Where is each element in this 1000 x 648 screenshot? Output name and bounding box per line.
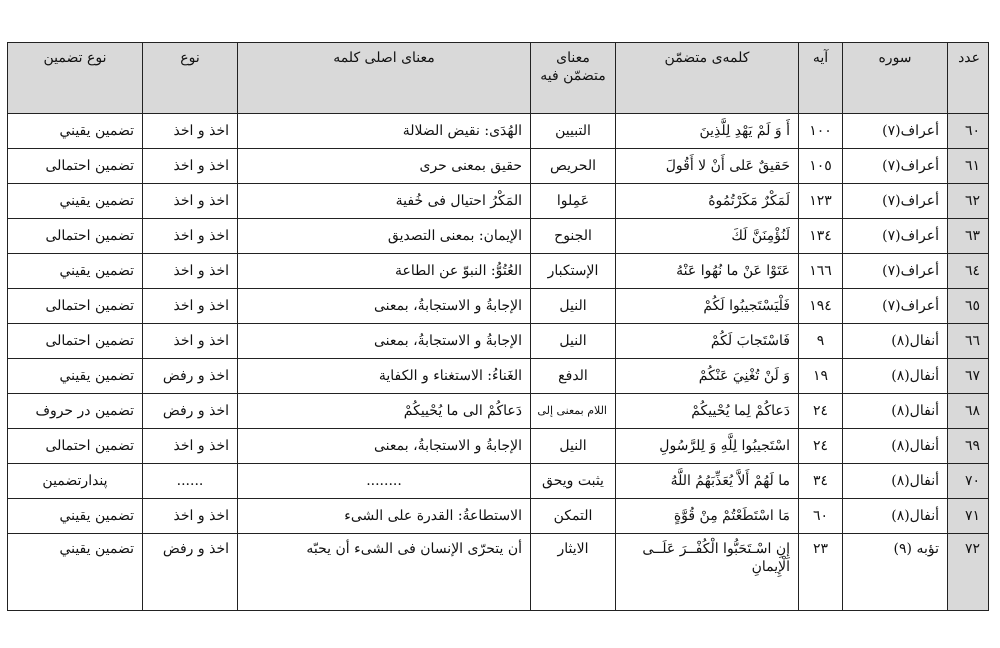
- cell-surah: أعراف(٧): [843, 289, 948, 324]
- cell-surah: أعراف(٧): [843, 184, 948, 219]
- cell-implication-type: تضمين يقيني: [8, 499, 143, 534]
- header-word: کلمه‌ی متضمّن: [616, 43, 799, 114]
- cell-ayah: ٢٤: [799, 394, 843, 429]
- cell-implied-meaning: عَمِلوا: [531, 184, 616, 219]
- cell-original-meaning: دَعاكُمْ الى ما يُحْييكُمْ: [238, 394, 531, 429]
- cell-implied-meaning: النيل: [531, 429, 616, 464]
- cell-number: ٦٠: [948, 114, 989, 149]
- cell-number: ٦٦: [948, 324, 989, 359]
- table-row: [8, 359, 989, 394]
- cell-surah: أعراف(٧): [843, 149, 948, 184]
- cell-implication-type: تضمين احتمالی: [8, 289, 143, 324]
- cell-type: اخذ و اخذ: [143, 289, 238, 324]
- cell-implied-meaning: الجنوح: [531, 219, 616, 254]
- cell-word: دَعاكُمْ لِما يُحْييكُمْ: [616, 394, 799, 429]
- cell-number: ٦١: [948, 149, 989, 184]
- cell-word: لَنُؤْمِنَنَّ لَكَ: [616, 219, 799, 254]
- table-header: [8, 43, 989, 114]
- table-row: [8, 394, 989, 429]
- table-row: [8, 324, 989, 359]
- cell-type: اخذ و رفض: [143, 359, 238, 394]
- table-row: [8, 219, 989, 254]
- header-original-meaning: معنای اصلی کلمه: [238, 43, 531, 114]
- cell-word: حَقيقٌ عَلى أَنْ لا أَقُولَ: [616, 149, 799, 184]
- cell-implication-type: تضمين احتمالی: [8, 219, 143, 254]
- cell-implication-type: تضمين احتمالی: [8, 324, 143, 359]
- table-row: [8, 464, 989, 499]
- implication-table: [7, 42, 989, 611]
- cell-original-meaning: الإجابةُ و الاستجابةُ، بمعنى: [238, 324, 531, 359]
- cell-implied-meaning: اللام بمعنى إلى: [531, 394, 616, 429]
- cell-ayah: ٢٤: [799, 429, 843, 464]
- cell-word: أَ وَ لَمْ يَهْدِ لِلَّذِينَ: [616, 114, 799, 149]
- cell-number: ٦٥: [948, 289, 989, 324]
- cell-implication-type: تضمين يقيني: [8, 114, 143, 149]
- header-type: نوع: [143, 43, 238, 114]
- cell-original-meaning: الإجابةُ و الاستجابةُ، بمعنى: [238, 289, 531, 324]
- cell-word: وَ لَنْ تُغْنِيَ عَنْكُمْ: [616, 359, 799, 394]
- cell-word: لَمَكْرٌ مَكَرْتُمُوهُ: [616, 184, 799, 219]
- cell-original-meaning: المَكْرُ احتيال فى خُفية: [238, 184, 531, 219]
- cell-implied-meaning: الايثار: [531, 534, 616, 611]
- cell-number: ٦٤: [948, 254, 989, 289]
- cell-word: عَتَوْا عَنْ ما نُهُوا عَنْهُ: [616, 254, 799, 289]
- cell-original-meaning: الاستطاعةُ: القدرة على الشىء: [238, 499, 531, 534]
- cell-implication-type: تضمين يقيني: [8, 359, 143, 394]
- cell-implied-meaning: النيل: [531, 289, 616, 324]
- cell-implied-meaning: الدفع: [531, 359, 616, 394]
- cell-number: ٧٢: [948, 534, 989, 611]
- cell-type: اخذ و اخذ: [143, 254, 238, 289]
- cell-implication-type: تضمين احتمالی: [8, 149, 143, 184]
- cell-number: ٦٢: [948, 184, 989, 219]
- cell-number: ٦٨: [948, 394, 989, 429]
- cell-implied-meaning: يثبت ويحق: [531, 464, 616, 499]
- cell-implication-type: تضمين يقيني: [8, 534, 143, 611]
- cell-original-meaning: الإجابةُ و الاستجابةُ، بمعنى: [238, 429, 531, 464]
- cell-implied-meaning: الإستكبار: [531, 254, 616, 289]
- cell-original-meaning: ........: [238, 464, 531, 499]
- cell-type: اخذ و اخذ: [143, 324, 238, 359]
- implication-table-container: [7, 42, 988, 611]
- table-row: [8, 254, 989, 289]
- cell-surah: أنفال(٨): [843, 429, 948, 464]
- cell-original-meaning: العُتُوُّ: النبوّ عن الطاعة: [238, 254, 531, 289]
- cell-original-meaning: الغَناءُ: الاستغناء و الكفاية: [238, 359, 531, 394]
- table-row: [8, 114, 989, 149]
- cell-implication-type: تضمين در حروف: [8, 394, 143, 429]
- cell-surah: أنفال(٨): [843, 464, 948, 499]
- cell-ayah: ١٠٥: [799, 149, 843, 184]
- cell-ayah: ١٣٤: [799, 219, 843, 254]
- cell-type: اخذ و اخذ: [143, 429, 238, 464]
- cell-number: ٧١: [948, 499, 989, 534]
- cell-original-meaning: حقيق بمعنى حرى: [238, 149, 531, 184]
- cell-ayah: ١٢٣: [799, 184, 843, 219]
- cell-type: اخذ و اخذ: [143, 219, 238, 254]
- cell-number: ٧٠: [948, 464, 989, 499]
- cell-word: اسْتَجيبُوا لِلَّهِ وَ لِلرَّسُولِ: [616, 429, 799, 464]
- header-implied-meaning: معنای متضمّن فیه: [531, 43, 616, 114]
- cell-number: ٦٧: [948, 359, 989, 394]
- cell-type: اخذ و اخذ: [143, 184, 238, 219]
- table-row: [8, 499, 989, 534]
- table-row: [8, 429, 989, 464]
- header-ayah: آیه: [799, 43, 843, 114]
- header-number: عدد: [948, 43, 989, 114]
- cell-implied-meaning: النيل: [531, 324, 616, 359]
- cell-implication-type: تضمين يقيني: [8, 254, 143, 289]
- cell-original-meaning: أن يتحرّى الإنسان فى الشىء أن يحبّه: [238, 534, 531, 611]
- cell-word: إِنِ اسْـتَحَبُّوا الْكُفْــرَ عَلَــى الْإِيمانِ: [616, 534, 799, 611]
- cell-surah: أعراف(٧): [843, 114, 948, 149]
- cell-ayah: ٢٣: [799, 534, 843, 611]
- cell-ayah: ٣٤: [799, 464, 843, 499]
- cell-implication-type: تضمين يقيني: [8, 184, 143, 219]
- header-row: [8, 43, 989, 114]
- cell-surah: أعراف(٧): [843, 219, 948, 254]
- table-row: [8, 289, 989, 324]
- cell-ayah: ١٦٦: [799, 254, 843, 289]
- cell-implication-type: پندارتضمین: [8, 464, 143, 499]
- cell-implied-meaning: التمكن: [531, 499, 616, 534]
- cell-type: اخذ و رفض: [143, 394, 238, 429]
- cell-surah: أعراف(٧): [843, 254, 948, 289]
- cell-ayah: ١٩٤: [799, 289, 843, 324]
- cell-ayah: ١٩: [799, 359, 843, 394]
- cell-surah: أنفال(٨): [843, 324, 948, 359]
- table-row: [8, 184, 989, 219]
- table-row: [8, 534, 989, 611]
- cell-implied-meaning: الحريص: [531, 149, 616, 184]
- cell-ayah: ٦٠: [799, 499, 843, 534]
- cell-surah: تؤبه (٩): [843, 534, 948, 611]
- cell-ayah: ٩: [799, 324, 843, 359]
- cell-word: ما لَهُمْ أَلاَّ يُعَذِّبَهُمُ اللَّهُ: [616, 464, 799, 499]
- cell-type: ......: [143, 464, 238, 499]
- cell-surah: أنفال(٨): [843, 394, 948, 429]
- header-surah: سوره: [843, 43, 948, 114]
- cell-type: اخذ و رفض: [143, 534, 238, 611]
- cell-number: ٦٩: [948, 429, 989, 464]
- cell-word: فَاسْتَجابَ لَكُمْ: [616, 324, 799, 359]
- cell-type: اخذ و اخذ: [143, 499, 238, 534]
- cell-number: ٦٣: [948, 219, 989, 254]
- cell-implied-meaning: التبيين: [531, 114, 616, 149]
- cell-surah: أنفال(٨): [843, 359, 948, 394]
- cell-word: فَلْيَسْتَجيبُوا لَكُمْ: [616, 289, 799, 324]
- cell-ayah: ١٠٠: [799, 114, 843, 149]
- table-body: [8, 114, 989, 611]
- header-implication-type: نوع تضمین: [8, 43, 143, 114]
- cell-word: مَا اسْتَطَعْتُمْ مِنْ قُوَّةٍ: [616, 499, 799, 534]
- cell-original-meaning: الإيمان: بمعنى التصديق: [238, 219, 531, 254]
- table-row: [8, 149, 989, 184]
- cell-type: اخذ و اخذ: [143, 114, 238, 149]
- cell-implication-type: تضمين احتمالی: [8, 429, 143, 464]
- cell-type: اخذ و اخذ: [143, 149, 238, 184]
- cell-original-meaning: الهُدَى: نقيض الضلالة: [238, 114, 531, 149]
- cell-surah: أنفال(٨): [843, 499, 948, 534]
